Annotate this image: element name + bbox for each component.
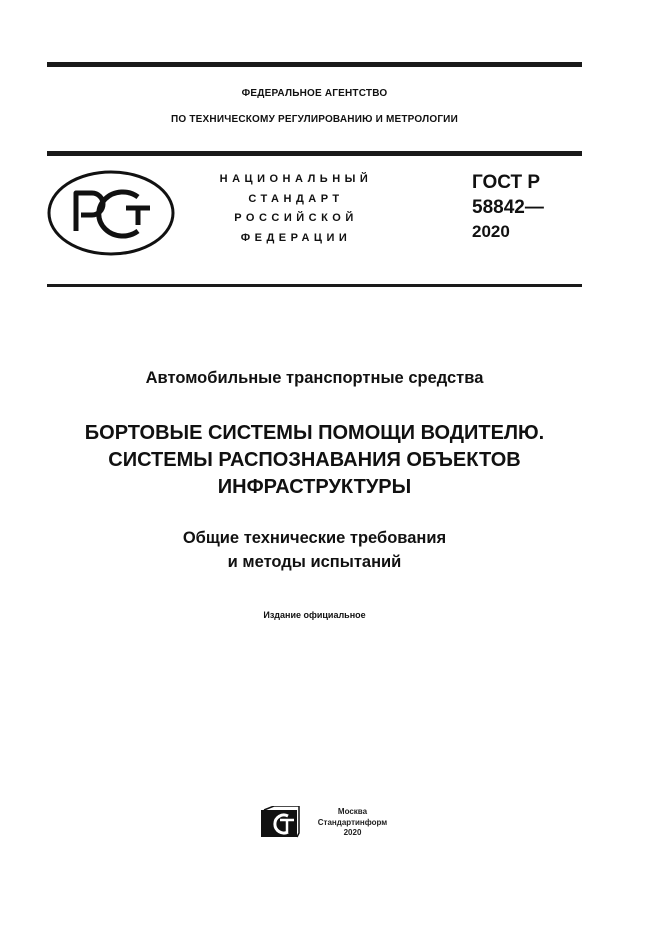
requirements-line1: Общие технические требования	[182, 529, 447, 547]
national-standard-line3: РОССИЙСКОЙ	[234, 212, 358, 224]
title-line1: БОРТОВЫЕ СИСТЕМЫ ПОМОЩИ ВОДИТЕЛЮ.	[84, 422, 545, 444]
requirements-line2: и методы испытаний	[227, 553, 402, 571]
top-rule	[47, 62, 582, 67]
requirements-title	[47, 526, 582, 574]
agency-name-line2: ПО ТЕХНИЧЕСКОМУ РЕГУЛИРОВАНИЮ И МЕТРОЛОГИИ	[171, 114, 458, 125]
national-standard-line4: ФЕДЕРАЦИИ	[240, 231, 352, 244]
national-standard-line1: НАЦИОНАЛЬНЫЙ	[219, 173, 373, 185]
bottom-rule	[47, 284, 582, 287]
designation-year: 2020	[472, 222, 510, 241]
title-line2: СИСТЕМЫ РАСПОЗНАВАНИЯ ОБЪЕКТОВ	[108, 449, 521, 471]
imprint-year: 2020	[343, 828, 362, 837]
gost-r-logo-icon	[46, 169, 176, 257]
imprint-publisher: Стандартинформ	[317, 817, 388, 827]
edition-label: Издание официальное	[263, 610, 366, 620]
national-standard-label	[196, 170, 396, 248]
designation-number: 58842—	[472, 197, 544, 218]
designation-prefix: ГОСТ Р	[472, 172, 541, 193]
document-subtitle: Автомобильные транспортные средства	[145, 369, 484, 387]
imprint-city: Москва	[337, 807, 368, 816]
standard-designation	[472, 170, 544, 244]
national-standard-line2: СТАНДАРТ	[248, 192, 344, 205]
imprint	[305, 807, 400, 839]
middle-rule	[47, 151, 582, 156]
title-line3: ИНФРАСТРУКТУРЫ	[217, 476, 412, 498]
document-title	[40, 420, 589, 501]
agency-name-line1: ФЕДЕРАЛЬНОЕ АГЕНТСТВО	[241, 88, 388, 99]
standartinform-logo-icon	[260, 806, 300, 838]
